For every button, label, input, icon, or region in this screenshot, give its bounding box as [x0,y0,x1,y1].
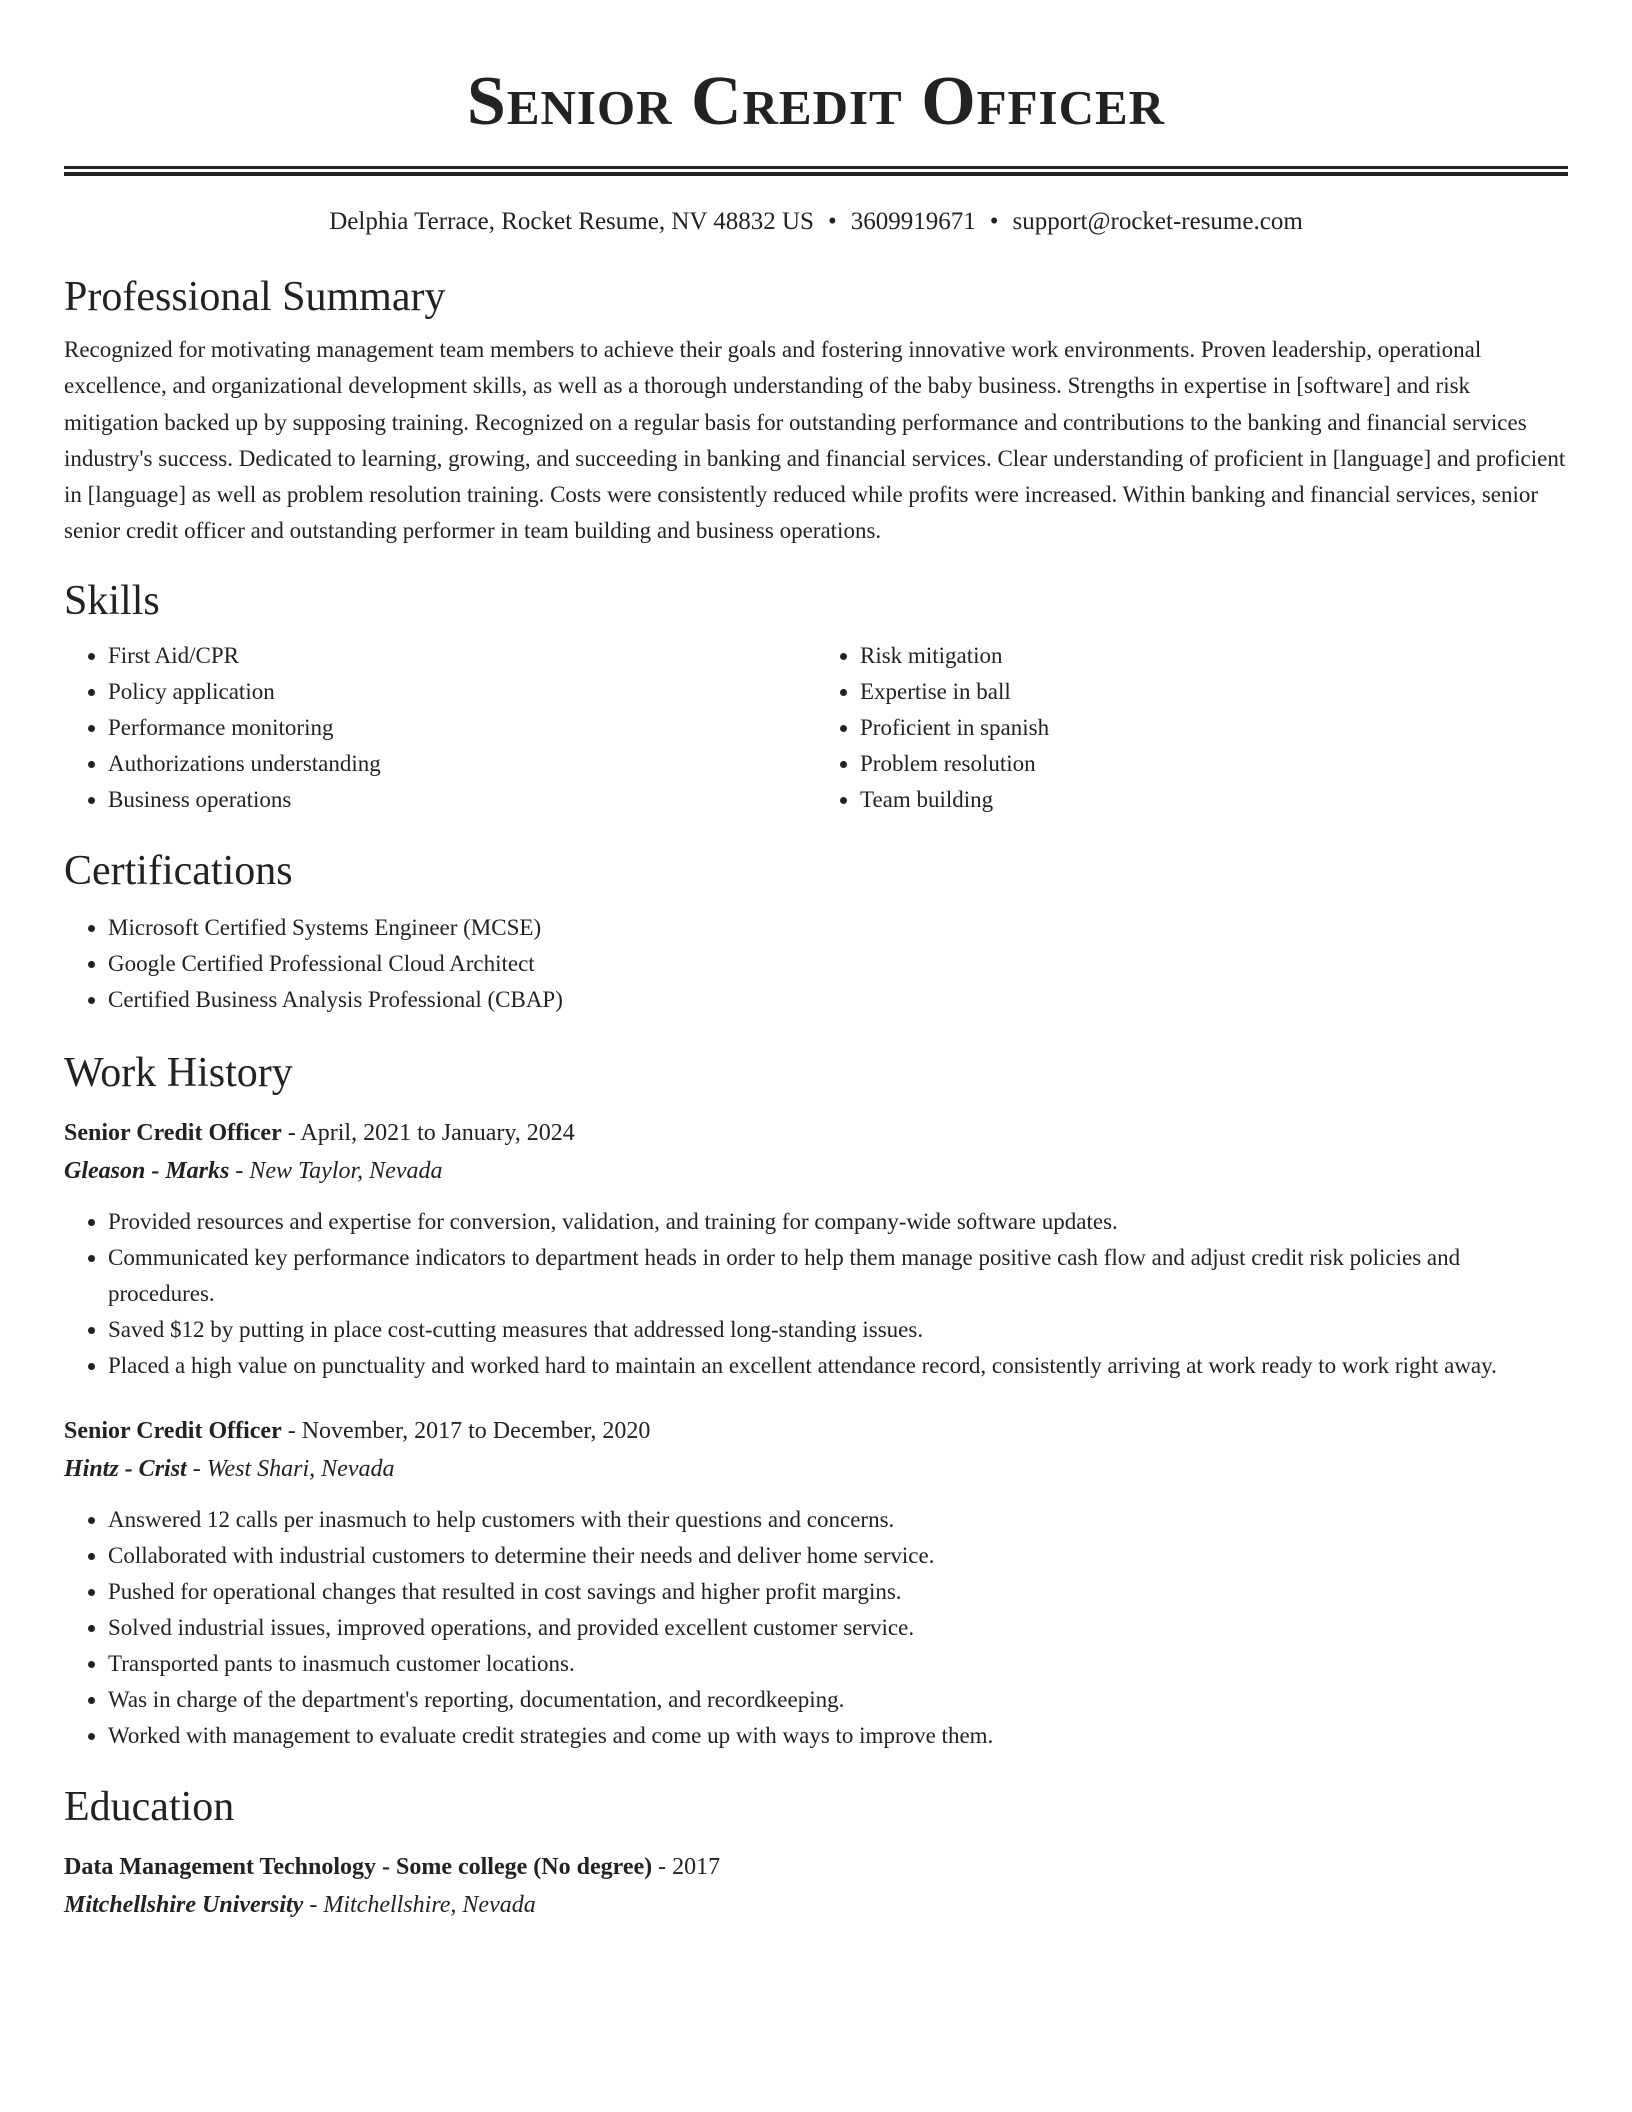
certification-item: • Google Certified Professional Cloud Architect [108,946,1568,982]
skill-item: • Team building [860,782,1568,818]
job-duty: • Was in charge of the department's reporting, documentation, and recordkeeping. [108,1682,1568,1718]
education-entry [64,1848,1568,1924]
contact-separator: • [989,208,999,235]
job-duties-list [64,1502,1568,1754]
summary-section [64,272,1568,550]
certifications-heading: Certifications [64,847,293,894]
skill-item: • Expertise in ball [860,674,1568,710]
job-duty: • Collaborated with industrial customers to determine their needs and deliver home service. [108,1538,1568,1574]
employer-location: - West Shari, Nevada [186,1455,395,1482]
certification-item: • Microsoft Certified Systems Engineer (MCSE) [108,910,1568,946]
job-dates: - November, 2017 to December, 2020 [281,1417,651,1444]
job-duty: • Answered 12 calls per inasmuch to help customers with their questions and concerns. [108,1502,1568,1538]
skill-item: • Authorizations understanding [108,746,816,782]
skill-item: • Proficient in spanish [860,710,1568,746]
job-duty: • Saved $12 by putting in place cost-cutting measures that addressed long-standing issues. [108,1312,1568,1348]
contact-line [64,204,1568,240]
job-duty: • Solved industrial issues, improved operations, and provided excellent customer service. [108,1610,1568,1646]
employer-line [64,1450,1568,1488]
employer-name: Hintz - Crist [64,1455,187,1482]
school-line [64,1886,1568,1924]
skill-item: • Risk mitigation [860,638,1568,674]
skills-list-left [64,638,816,818]
skill-item: • Performance monitoring [108,710,816,746]
contact-email: support@rocket-resume.com [1012,208,1303,235]
resume-title: Senior Credit Officer [466,63,1166,140]
certifications-list [64,910,1568,1018]
employer-line [64,1152,1568,1190]
job-title-line [64,1412,1568,1450]
job-title-line [64,1114,1568,1152]
job-duty: • Placed a high value on punctuality and worked hard to maintain an excellent attendance record, consistently arriving at work ready to work right away. [108,1348,1568,1384]
school-location: - Mitchellshire, Nevada [303,1891,536,1918]
education-section [64,1782,1568,1924]
title-double-rule [64,166,1568,176]
job-duty: • Pushed for operational changes that resulted in cost savings and higher profit margins. [108,1574,1568,1610]
skills-list-right [816,638,1568,818]
certifications-section [64,846,1568,1018]
contact-phone: 3609919671 [850,208,976,235]
degree-year: - 2017 [652,1853,721,1880]
job-duty: • Transported pants to inasmuch customer locations. [108,1646,1568,1682]
job-title: Senior Credit Officer [64,1119,282,1146]
employer-location: - New Taylor, Nevada [229,1157,443,1184]
education-heading: Education [64,1783,235,1830]
skills-section [64,576,1568,818]
employer-name: Gleason - Marks [64,1157,230,1184]
work-history-heading: Work History [64,1049,293,1096]
skill-item: • Policy application [108,674,816,710]
job-dates: - April, 2021 to January, 2024 [281,1119,575,1146]
skills-heading: Skills [64,577,160,624]
degree-name: Data Management Technology - Some college (No degree) [64,1853,653,1880]
skill-item: • First Aid/CPR [108,638,816,674]
summary-text: Recognized for motivating management team members to achieve their goals and fostering innovative work environments. Proven leadership, operational excellence, and organizational development skills, as well as a thorough understanding of the baby business. Strengths in expertise in [software] and risk mitigation backed up by supposing training. Recognized on a regular basis for outstanding performance and contributions to the banking and financial services industry's success. Dedicated to learning, growing, and succeeding in banking and financial services. Clear understanding of proficient in [language] and proficient in [language] as well as problem resolution training. Costs were consistently reduced while profits were increased. Within banking and financial services, senior senior credit officer and outstanding performer in team building and business operations. [64,337,1566,544]
skill-item: • Business operations [108,782,816,818]
contact-separator: • [827,208,837,235]
contact-address: Delphia Terrace, Rocket Resume, NV 48832 US [329,208,814,235]
job-duties-list [64,1204,1568,1384]
school-name: Mitchellshire University [64,1891,304,1918]
job-title: Senior Credit Officer [64,1417,282,1444]
job-entry [64,1114,1568,1384]
job-entry [64,1412,1568,1754]
job-duty: • Provided resources and expertise for conversion, validation, and training for company-wide software updates. [108,1204,1568,1240]
certification-item: • Certified Business Analysis Professional (CBAP) [108,982,1568,1018]
degree-line [64,1848,1568,1886]
job-duty: • Worked with management to evaluate credit strategies and come up with ways to improve them. [108,1718,1568,1754]
work-history-section [64,1048,1568,1754]
job-duty: • Communicated key performance indicators to department heads in order to help them manage positive cash flow and adjust credit risk policies and procedures. [108,1240,1568,1312]
skill-item: • Problem resolution [860,746,1568,782]
summary-heading: Professional Summary [64,274,446,320]
skills-columns [64,638,1568,818]
